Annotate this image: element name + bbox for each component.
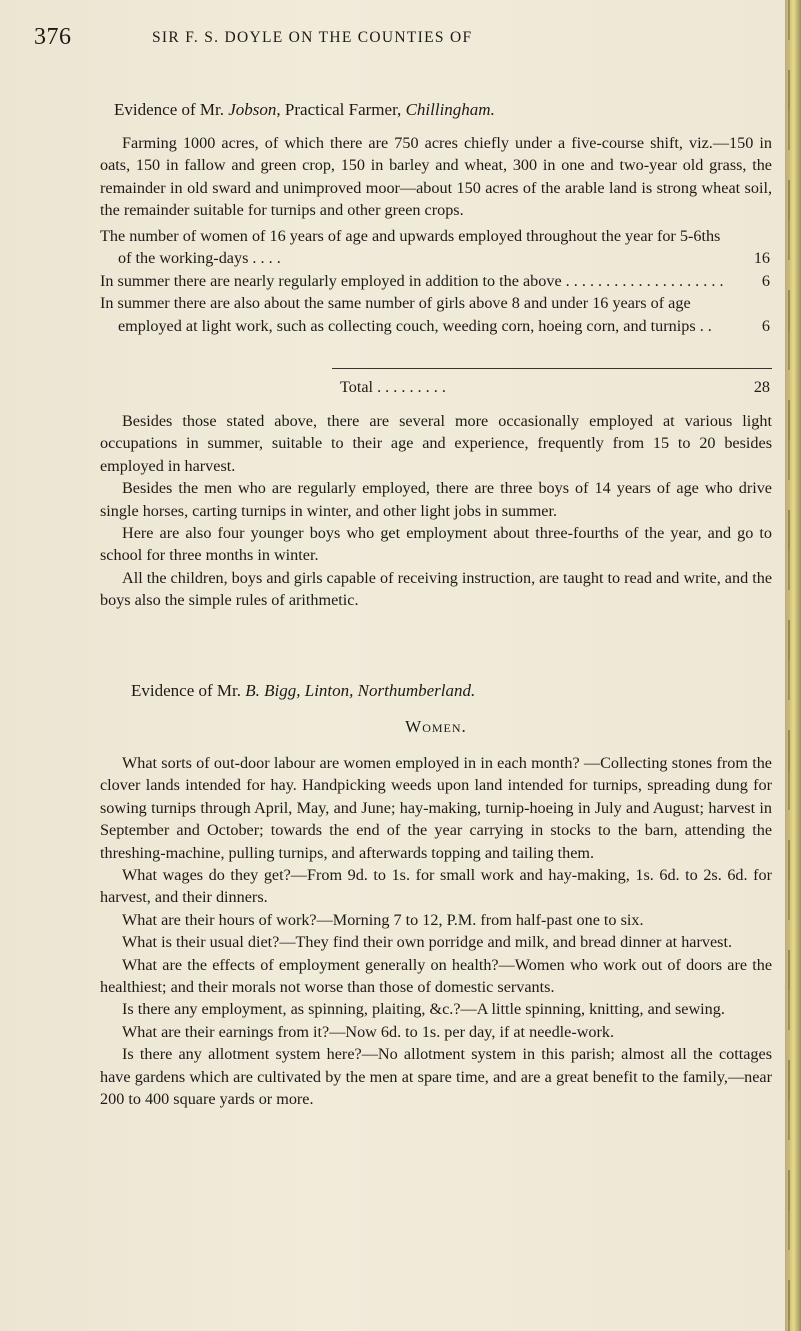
running-head: [34, 24, 754, 54]
total-label: Total . . . . . . . . .: [340, 378, 446, 396]
paragraph: Besides those stated above, there are several more occasionally employed at various light occupations in summer, suitable to their age and experience, frequently from 15 to 20 besides employed in harvest.: [100, 412, 772, 475]
total-rule: [332, 368, 772, 369]
witness-name: B. Bigg, Linton, Northumberland.: [245, 681, 476, 700]
employment-table: [100, 225, 772, 337]
witness-name: Jobson: [228, 100, 277, 119]
book-edge: [785, 0, 801, 1331]
qa-item: Is there any allotment system here?—No allotment system in this parish; almost all the cottages have gardens which are cultivated by the men at spare time, and are a great benefit to the family,—near 200 to 400 square yards or more.: [100, 1045, 772, 1109]
qa-item: What is their usual diet?—They find their own porridge and milk, and bread dinner at harvest.: [122, 933, 732, 952]
row-value: 16: [753, 249, 770, 268]
section2-qa: [100, 752, 772, 1111]
table-row: The number of women of 16 years of age and upwards employed throughout the year for 5-6ths of the working-days . . . . 16: [100, 225, 772, 270]
paragraph: Besides the men who are regularly employed, there are three boys of 14 years of age who drive single horses, carting turnips in winter, and other light jobs in summer.: [100, 479, 772, 520]
qa-item: What wages do they get?—From 9d. to 1s. for small work and hay-making, 1s. 6d. to 2s. 6d. for harvest, and their dinners.: [100, 866, 772, 907]
table-row: In summer there are nearly regularly employed in addition to the above . . . . . . . . . . . . . . . . . . . . 6: [100, 270, 772, 292]
row-value: 6: [761, 316, 770, 335]
total-value: 28: [753, 378, 770, 396]
qa-item: What are their earnings from it?—Now 6d. to 1s. per day, if at needle-work.: [122, 1022, 615, 1041]
section2-subtitle: Women.: [405, 717, 467, 736]
paragraph: All the children, boys and girls capable of receiving instruction, are taught to read and write, and the boys also the simple rules of arithmetic.: [100, 568, 772, 610]
row-value: 6: [761, 271, 770, 290]
qa-item: What are their hours of work?—Morning 7 to 12, P.M. from half-past one to six.: [122, 910, 644, 929]
qa-item: Is there any employment, as spinning, plaiting, &c.?—A little spinning, knitting, and sewing.: [122, 1000, 725, 1019]
page-number: 376: [34, 24, 72, 50]
qa-item: What are the effects of employment generally on health?—Women who work out of doors are the healthiest; and their morals not worse than those of domestic servants.: [100, 955, 772, 997]
section1-title: Evidence of Mr. Jobson, Practical Farmer, Chillingham.: [114, 100, 495, 119]
table-row: In summer there are also about the same number of girls above 8 and under 16 years of age employed at light work, such as collecting couch, weeding corn, hoeing corn, and turnips . . 6: [100, 292, 772, 337]
section1-paragraphs: [100, 410, 772, 612]
qa-item: What sorts of out-door labour are women employed in in each month? —Collecting stones from the clover lands intended for hay. Handpicking weeds upon land intended for turnips, spreading dung for sowing turnips through April, May, and June; hay-making, turnip-hoeing in July and August; harvest in September and October; towards the end of the year carrying in stocks to the barn, attending the threshing-machine, pulling turnips, and afterwards topping and tailing them.: [100, 754, 772, 862]
paragraph: Here are also four younger boys who get employment about three-fourths of the year, and go to school for three months in winter.: [100, 524, 772, 565]
total-row: [100, 376, 772, 398]
section2-title: Evidence of Mr. B. Bigg, Linton, Northumberland.: [131, 681, 476, 700]
running-title: SIR F. S. DOYLE ON THE COUNTIES OF: [152, 29, 473, 46]
section1-intro: Farming 1000 acres, of which there are 750 acres chiefly under a five-course shift, viz.—150 in oats, 150 in fallow and green crop, 150 in barley and wheat, 300 in one and two-year old grass, the remainder in old sward and unimproved moor—about 150 acres of the arable land is strong wheat soil, the remainder suitable for turnips and other green crops.: [100, 134, 772, 220]
witness-place: Chillingham.: [405, 100, 495, 119]
